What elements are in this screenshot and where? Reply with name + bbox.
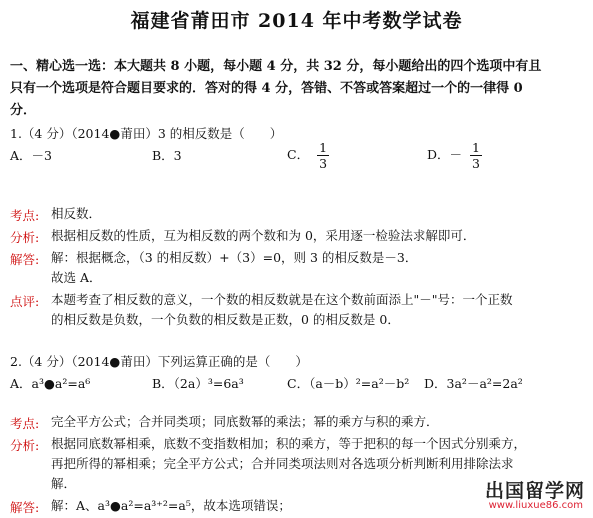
q1-dianping-line-2: 的相反数是负数，一个负数的相反数是正数，0 的相反数是 0． (51, 312, 400, 327)
q1-option-c-denominator: 3 (319, 156, 328, 171)
q1-fenxi-text: 根据相反数的性质，互为相反数的两个数和为 0，采用逐一检验法求解即可． (51, 228, 476, 243)
q1-option-c-prefix: C． (287, 147, 310, 162)
q1-option-d-numerator: 1 (472, 140, 480, 155)
q2-option-d: D．3a²－a²=2a² (424, 376, 523, 391)
q2-jieda-text: 解：A、a³●a²=a³⁺²=a⁵，故本选项错误； (51, 498, 291, 513)
q1-kaodian-label: 考点: (10, 208, 40, 223)
q2-fenxi-line-3: 解． (51, 476, 77, 491)
question-1-stem: 1.（4 分）（2014●莆田）3 的相反数是（ ） (10, 126, 283, 141)
q1-option-a: A．－3 (10, 148, 52, 163)
q2-option-a: A．a³●a²=a⁶ (10, 376, 91, 391)
q1-option-d-denominator: 3 (472, 156, 480, 171)
q1-kaodian-text: 相反数． (51, 206, 102, 221)
q1-jieda-label: 解答: (10, 252, 40, 267)
q2-kaodian-label: 考点: (10, 416, 40, 431)
q1-option-c (287, 140, 329, 171)
q2-kaodian-text: 完全平方公式；合并同类项；同底数幂的乘法；幂的乘方与积的乘方． (51, 414, 439, 429)
q1-option-c-numerator: 1 (319, 140, 328, 155)
q1-option-d-fraction (470, 140, 482, 171)
q1-option-d-prefix: D．－ (427, 147, 463, 162)
q1-option-d (427, 140, 482, 171)
q1-option-b: B．3 (152, 148, 182, 163)
section-line-1: 一、精心选一选：本大题共 8 小题，每小题 4 分，共 32 分，每小题给出的四个选项中有且 (10, 59, 542, 74)
watermark-url: www.liuxue86.com (488, 500, 583, 511)
q1-dianping-line-1: 本题考查了相反数的意义，一个数的相反数就是在这个数前面添上"－"号：一个正数 (51, 292, 513, 307)
section-instructions (10, 56, 585, 122)
q2-option-b: B．（2a）³=6a³ (152, 376, 244, 391)
q1-fenxi-label: 分析: (10, 230, 40, 245)
q1-dianping-label: 点评: (10, 294, 40, 309)
q2-option-c: C．（a－b）²=a²－b² (287, 376, 410, 391)
q1-jieda-line-1: 解：根据概念，（3 的相反数）+（3）=0，则 3 的相反数是－3． (51, 250, 418, 265)
q2-fenxi-line-2: 再把所得的幂相乘；完全平方公式；合并同类项法则对各选项分析判断利用排除法求 (51, 456, 514, 471)
section-line-2: 只有一个选项是符合题目要求的．答对的得 4 分，答错、不答或答案超过一个的一律得 0 (10, 81, 523, 96)
section-line-3: 分． (10, 103, 37, 118)
q1-dianping-text (51, 290, 581, 330)
q1-option-c-fraction (317, 140, 329, 171)
q1-jieda-text (51, 248, 581, 288)
site-watermark-logo (475, 476, 587, 514)
q2-fenxi-label: 分析: (10, 438, 40, 453)
watermark-text: 出国留学网 (484, 480, 585, 502)
q2-fenxi-line-1: 根据同底数幂相乘，底数不变指数相加；积的乘方，等于把积的每一个因式分别乘方， (51, 436, 527, 451)
q2-jieda-label: 解答: (10, 500, 40, 515)
page-title: 福建省莆田市 2014 年中考数学试卷 (130, 10, 463, 32)
q1-jieda-line-2: 故选 A． (51, 270, 102, 285)
question-2-stem: 2.（4 分）（2014●莆田）下列运算正确的是（ ） (10, 354, 308, 369)
